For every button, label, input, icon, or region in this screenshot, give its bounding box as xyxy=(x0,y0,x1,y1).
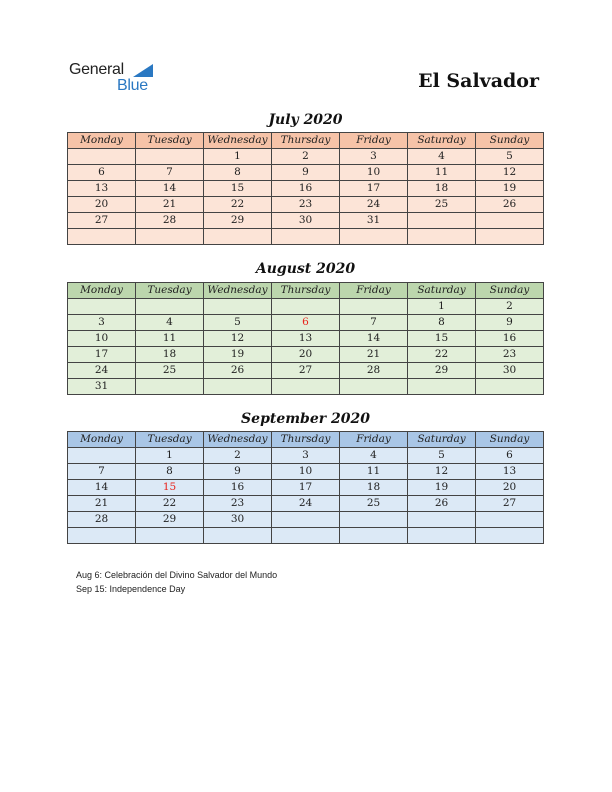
day-cell: 30 xyxy=(476,363,544,379)
day-cell: 27 xyxy=(476,496,544,512)
weekday-header-row xyxy=(68,133,544,149)
day-cell: 1 xyxy=(204,149,272,165)
day-cell: 26 xyxy=(476,197,544,213)
holiday-day-cell: 6 xyxy=(272,315,340,331)
day-cell: 8 xyxy=(408,315,476,331)
day-cell: 11 xyxy=(408,165,476,181)
weekday-header: Monday xyxy=(68,133,136,149)
day-cell: 28 xyxy=(340,363,408,379)
day-cell: 25 xyxy=(340,496,408,512)
day-cell: 8 xyxy=(136,464,204,480)
day-cell: 18 xyxy=(136,347,204,363)
week-row xyxy=(68,379,544,395)
weekday-header: Thursday xyxy=(272,432,340,448)
day-cell xyxy=(408,379,476,395)
weekday-header: Wednesday xyxy=(204,133,272,149)
day-cell: 26 xyxy=(204,363,272,379)
weekday-header: Tuesday xyxy=(136,432,204,448)
day-cell: 17 xyxy=(272,480,340,496)
day-cell: 3 xyxy=(68,315,136,331)
weekday-header: Saturday xyxy=(408,133,476,149)
day-cell: 20 xyxy=(68,197,136,213)
day-cell xyxy=(272,379,340,395)
day-cell: 16 xyxy=(272,181,340,197)
day-cell xyxy=(272,299,340,315)
day-cell: 31 xyxy=(68,379,136,395)
week-row xyxy=(68,149,544,165)
day-cell: 30 xyxy=(272,213,340,229)
day-cell: 24 xyxy=(272,496,340,512)
day-cell xyxy=(408,213,476,229)
day-cell: 9 xyxy=(272,165,340,181)
week-row xyxy=(68,448,544,464)
day-cell: 25 xyxy=(136,363,204,379)
weekday-header: Sunday xyxy=(476,133,544,149)
day-cell: 17 xyxy=(68,347,136,363)
week-row xyxy=(68,512,544,528)
day-cell: 13 xyxy=(272,331,340,347)
day-cell xyxy=(340,512,408,528)
day-cell: 13 xyxy=(476,464,544,480)
day-cell: 16 xyxy=(476,331,544,347)
day-cell xyxy=(340,379,408,395)
logo-triangle-icon xyxy=(133,64,153,77)
logo xyxy=(69,61,169,97)
day-cell: 6 xyxy=(68,165,136,181)
day-cell: 12 xyxy=(408,464,476,480)
weekday-header: Friday xyxy=(340,283,408,299)
week-row xyxy=(68,480,544,496)
weekday-header-row xyxy=(68,432,544,448)
day-cell: 28 xyxy=(68,512,136,528)
week-row xyxy=(68,331,544,347)
day-cell: 6 xyxy=(476,448,544,464)
day-cell: 9 xyxy=(476,315,544,331)
day-cell: 17 xyxy=(340,181,408,197)
day-cell xyxy=(136,229,204,245)
day-cell: 29 xyxy=(408,363,476,379)
day-cell xyxy=(340,299,408,315)
day-cell xyxy=(204,229,272,245)
day-cell: 4 xyxy=(136,315,204,331)
day-cell xyxy=(204,299,272,315)
holiday-day-cell: 15 xyxy=(136,480,204,496)
month-title-july: July 2020 xyxy=(268,112,343,128)
week-row xyxy=(68,347,544,363)
day-cell: 3 xyxy=(272,448,340,464)
day-cell: 13 xyxy=(68,181,136,197)
day-cell xyxy=(476,512,544,528)
weekday-header: Sunday xyxy=(476,283,544,299)
day-cell: 11 xyxy=(340,464,408,480)
day-cell: 25 xyxy=(408,197,476,213)
day-cell: 1 xyxy=(408,299,476,315)
week-row xyxy=(68,528,544,544)
day-cell: 26 xyxy=(408,496,476,512)
day-cell xyxy=(272,229,340,245)
day-cell xyxy=(408,528,476,544)
day-cell: 31 xyxy=(340,213,408,229)
day-cell: 20 xyxy=(476,480,544,496)
day-cell: 29 xyxy=(204,213,272,229)
week-row xyxy=(68,181,544,197)
weekday-header: Saturday xyxy=(408,283,476,299)
day-cell: 4 xyxy=(340,448,408,464)
day-cell xyxy=(204,379,272,395)
day-cell: 12 xyxy=(476,165,544,181)
day-cell: 14 xyxy=(136,181,204,197)
day-cell: 12 xyxy=(204,331,272,347)
day-cell: 21 xyxy=(136,197,204,213)
holiday-notes xyxy=(76,568,277,596)
day-cell: 2 xyxy=(272,149,340,165)
day-cell xyxy=(68,229,136,245)
day-cell xyxy=(476,528,544,544)
day-cell xyxy=(136,299,204,315)
day-cell: 10 xyxy=(68,331,136,347)
day-cell: 23 xyxy=(476,347,544,363)
day-cell: 30 xyxy=(204,512,272,528)
day-cell xyxy=(136,528,204,544)
day-cell: 2 xyxy=(204,448,272,464)
day-cell: 18 xyxy=(408,181,476,197)
month-title-september: September 2020 xyxy=(241,411,370,427)
calendar-september xyxy=(67,431,544,544)
day-cell xyxy=(340,229,408,245)
week-row xyxy=(68,496,544,512)
holiday-note: Sep 15: Independence Day xyxy=(76,584,186,594)
day-cell xyxy=(68,528,136,544)
weekday-header: Wednesday xyxy=(204,283,272,299)
week-row xyxy=(68,363,544,379)
day-cell xyxy=(476,229,544,245)
day-cell: 19 xyxy=(408,480,476,496)
day-cell: 15 xyxy=(408,331,476,347)
day-cell xyxy=(272,528,340,544)
calendar-august xyxy=(67,282,544,395)
day-cell: 11 xyxy=(136,331,204,347)
week-row xyxy=(68,197,544,213)
day-cell xyxy=(68,299,136,315)
day-cell: 22 xyxy=(136,496,204,512)
day-cell xyxy=(68,448,136,464)
weekday-header: Friday xyxy=(340,432,408,448)
week-row xyxy=(68,213,544,229)
calendar-july xyxy=(67,132,544,245)
week-row xyxy=(68,299,544,315)
day-cell: 22 xyxy=(204,197,272,213)
day-cell: 5 xyxy=(204,315,272,331)
day-cell: 9 xyxy=(204,464,272,480)
logo-general-text: General xyxy=(69,61,124,78)
day-cell xyxy=(340,528,408,544)
day-cell: 8 xyxy=(204,165,272,181)
day-cell: 21 xyxy=(68,496,136,512)
day-cell xyxy=(272,512,340,528)
day-cell: 7 xyxy=(136,165,204,181)
weekday-header: Thursday xyxy=(272,133,340,149)
day-cell: 27 xyxy=(68,213,136,229)
day-cell xyxy=(136,379,204,395)
day-cell: 27 xyxy=(272,363,340,379)
day-cell xyxy=(204,528,272,544)
week-row xyxy=(68,464,544,480)
day-cell: 2 xyxy=(476,299,544,315)
country-title: El Salvador xyxy=(418,70,539,92)
week-row xyxy=(68,229,544,245)
day-cell: 3 xyxy=(340,149,408,165)
day-cell: 23 xyxy=(272,197,340,213)
day-cell xyxy=(476,379,544,395)
holiday-note: Aug 6: Celebración del Divino Salvador del Mundo xyxy=(76,570,278,580)
day-cell xyxy=(476,213,544,229)
week-row xyxy=(68,165,544,181)
day-cell xyxy=(68,149,136,165)
day-cell: 15 xyxy=(204,181,272,197)
day-cell xyxy=(408,512,476,528)
day-cell: 7 xyxy=(340,315,408,331)
day-cell: 22 xyxy=(408,347,476,363)
day-cell: 24 xyxy=(68,363,136,379)
day-cell: 1 xyxy=(136,448,204,464)
day-cell: 29 xyxy=(136,512,204,528)
weekday-header-row xyxy=(68,283,544,299)
day-cell: 24 xyxy=(340,197,408,213)
weekday-header: Monday xyxy=(68,283,136,299)
day-cell: 19 xyxy=(204,347,272,363)
weekday-header: Thursday xyxy=(272,283,340,299)
logo-blue-text: Blue xyxy=(117,77,148,94)
day-cell xyxy=(408,229,476,245)
weekday-header: Monday xyxy=(68,432,136,448)
day-cell: 5 xyxy=(476,149,544,165)
day-cell xyxy=(136,149,204,165)
weekday-header: Wednesday xyxy=(204,432,272,448)
day-cell: 23 xyxy=(204,496,272,512)
day-cell: 16 xyxy=(204,480,272,496)
day-cell: 14 xyxy=(340,331,408,347)
day-cell: 10 xyxy=(340,165,408,181)
weekday-header: Tuesday xyxy=(136,133,204,149)
week-row xyxy=(68,315,544,331)
month-title-august: August 2020 xyxy=(255,261,356,277)
day-cell: 14 xyxy=(68,480,136,496)
weekday-header: Friday xyxy=(340,133,408,149)
weekday-header: Tuesday xyxy=(136,283,204,299)
day-cell: 5 xyxy=(408,448,476,464)
day-cell: 21 xyxy=(340,347,408,363)
day-cell: 4 xyxy=(408,149,476,165)
day-cell: 28 xyxy=(136,213,204,229)
day-cell: 20 xyxy=(272,347,340,363)
day-cell: 10 xyxy=(272,464,340,480)
weekday-header: Sunday xyxy=(476,432,544,448)
weekday-header: Saturday xyxy=(408,432,476,448)
day-cell: 7 xyxy=(68,464,136,480)
day-cell: 19 xyxy=(476,181,544,197)
day-cell: 18 xyxy=(340,480,408,496)
